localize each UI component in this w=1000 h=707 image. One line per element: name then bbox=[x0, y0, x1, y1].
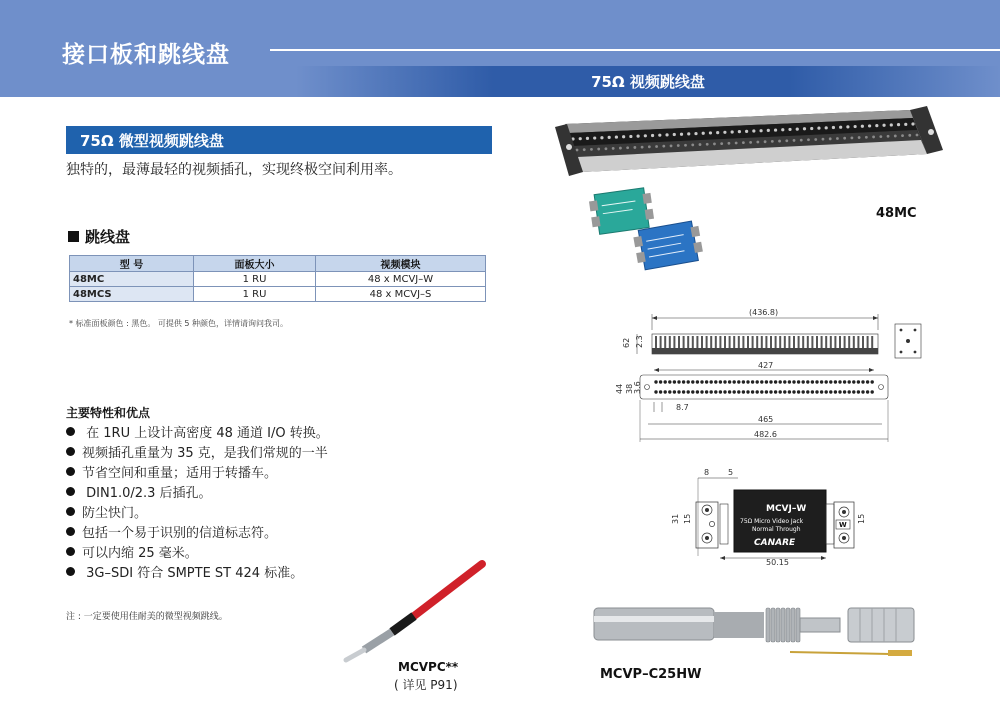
patchbay-heading-text: 跳线盘 bbox=[85, 228, 131, 246]
module-line2: Normal Through bbox=[752, 526, 801, 533]
module-label: MCVJ–W bbox=[766, 504, 807, 514]
cable-subcaption: ( 详见 P91) bbox=[394, 678, 458, 692]
canare-logo: CANARE bbox=[754, 538, 796, 548]
list-item bbox=[66, 444, 329, 464]
connector-caption: MCVP–C25HW bbox=[600, 667, 702, 682]
list-item bbox=[66, 524, 329, 544]
dim-8: 8 bbox=[704, 468, 710, 477]
dim-465: 465 bbox=[758, 415, 774, 424]
list-item bbox=[66, 464, 329, 484]
bullet-icon bbox=[66, 547, 75, 556]
mcvpc-cable-image bbox=[330, 560, 490, 664]
feature-text: 节省空间和重量；适用于转播车。 bbox=[82, 466, 278, 481]
page-subtitle: 75Ω 视频跳线盘 bbox=[591, 73, 705, 91]
section-title: 75Ω 微型视频跳线盘 bbox=[80, 132, 224, 150]
bullet-icon bbox=[66, 427, 75, 436]
feature-text: 可以内缩 25 毫米。 bbox=[82, 546, 198, 561]
dim-overall-width: (436.8) bbox=[749, 308, 779, 317]
page-title: 接口板和跳线盘 bbox=[62, 42, 230, 68]
feature-text: 在 1RU 上设计高密度 48 通道 I/O 转换。 bbox=[82, 426, 329, 441]
patchbay-heading bbox=[68, 226, 130, 247]
cell-module: 48 x MCVJ–W bbox=[316, 272, 486, 287]
dim-8-7: 8.7 bbox=[676, 403, 689, 412]
col-header-module: 视频模块 bbox=[316, 256, 486, 272]
dim-15b: 15 bbox=[857, 513, 866, 524]
section-intro: 独特的，最薄最轻的视频插孔，实现终极空间利用率。 bbox=[66, 162, 402, 178]
dim-15a: 15 bbox=[683, 513, 692, 524]
color-note: * 标准面板颜色 : 黑色。 可提供 5 种颜色，详情请询问我司。 bbox=[69, 319, 289, 328]
bullet-icon bbox=[66, 487, 75, 496]
list-item bbox=[66, 424, 329, 444]
bullet-icon bbox=[66, 447, 75, 456]
header-divider bbox=[270, 49, 1000, 51]
dim-height-a: 62 bbox=[622, 337, 631, 348]
spec-table bbox=[69, 255, 486, 302]
feature-text: 包括一个易于识别的信道标志符。 bbox=[82, 526, 278, 541]
col-header-model: 型 号 bbox=[70, 256, 194, 272]
front-view-drawing bbox=[612, 360, 892, 442]
dim-height-b: 2.3 bbox=[635, 335, 644, 348]
module-line1: 75Ω Micro Video Jack bbox=[740, 518, 804, 525]
bullet-icon bbox=[66, 507, 75, 516]
jack-grid bbox=[654, 380, 874, 393]
feature-text: 3G–SDI 符合 SMPTE ST 424 标准。 bbox=[82, 566, 304, 581]
list-item bbox=[66, 504, 329, 524]
features-list bbox=[66, 424, 329, 584]
mcvp-connector-image bbox=[590, 604, 920, 666]
cell-model: 48MCS bbox=[70, 287, 194, 302]
video-jack-modules-image bbox=[585, 184, 705, 276]
rack-caption: 48MC bbox=[876, 206, 917, 221]
connector-grip bbox=[766, 608, 800, 642]
dim-38: 38 bbox=[625, 383, 634, 394]
bullet-icon bbox=[66, 527, 75, 536]
feature-text: 视频插孔重量为 35 克，是我们常规的一半 bbox=[82, 446, 328, 461]
feature-text: 防尘快门。 bbox=[82, 506, 148, 521]
dim-482-6: 482.6 bbox=[754, 430, 777, 439]
page-header bbox=[0, 0, 1000, 97]
subtitle-band bbox=[296, 66, 1000, 97]
cable-note: 注 : 一定要使用佳耐美的微型视频跳线。 bbox=[66, 612, 228, 622]
features-heading: 主要特性和优点 bbox=[66, 406, 151, 420]
cable-caption: MCVPC** bbox=[398, 660, 459, 674]
feature-text: DIN1.0/2.3 后插孔。 bbox=[82, 486, 212, 501]
table-row bbox=[70, 272, 486, 287]
section-title-bar bbox=[66, 126, 492, 154]
list-item bbox=[66, 544, 329, 564]
dim-5: 5 bbox=[728, 468, 734, 477]
cell-module: 48 x MCVJ–S bbox=[316, 287, 486, 302]
table-row bbox=[70, 287, 486, 302]
bullet-icon bbox=[66, 567, 75, 576]
jack-teeth bbox=[655, 336, 873, 348]
list-item bbox=[66, 564, 329, 584]
list-item bbox=[66, 484, 329, 504]
cell-model: 48MC bbox=[70, 272, 194, 287]
dim-44: 44 bbox=[615, 383, 624, 394]
dim-427: 427 bbox=[758, 361, 774, 370]
square-bullet-icon bbox=[68, 231, 79, 242]
bullet-icon bbox=[66, 467, 75, 476]
dim-3-6: 3.6 bbox=[633, 381, 642, 394]
dim-50-15: 50.15 bbox=[766, 558, 789, 567]
cell-panel: 1 RU bbox=[194, 272, 316, 287]
module-drawing bbox=[662, 466, 872, 566]
side-view-drawing bbox=[615, 308, 925, 360]
cell-panel: 1 RU bbox=[194, 287, 316, 302]
w-tag: W bbox=[839, 521, 847, 529]
col-header-panel: 面板大小 bbox=[194, 256, 316, 272]
table-header-row bbox=[70, 256, 486, 272]
dim-31: 31 bbox=[671, 513, 680, 524]
